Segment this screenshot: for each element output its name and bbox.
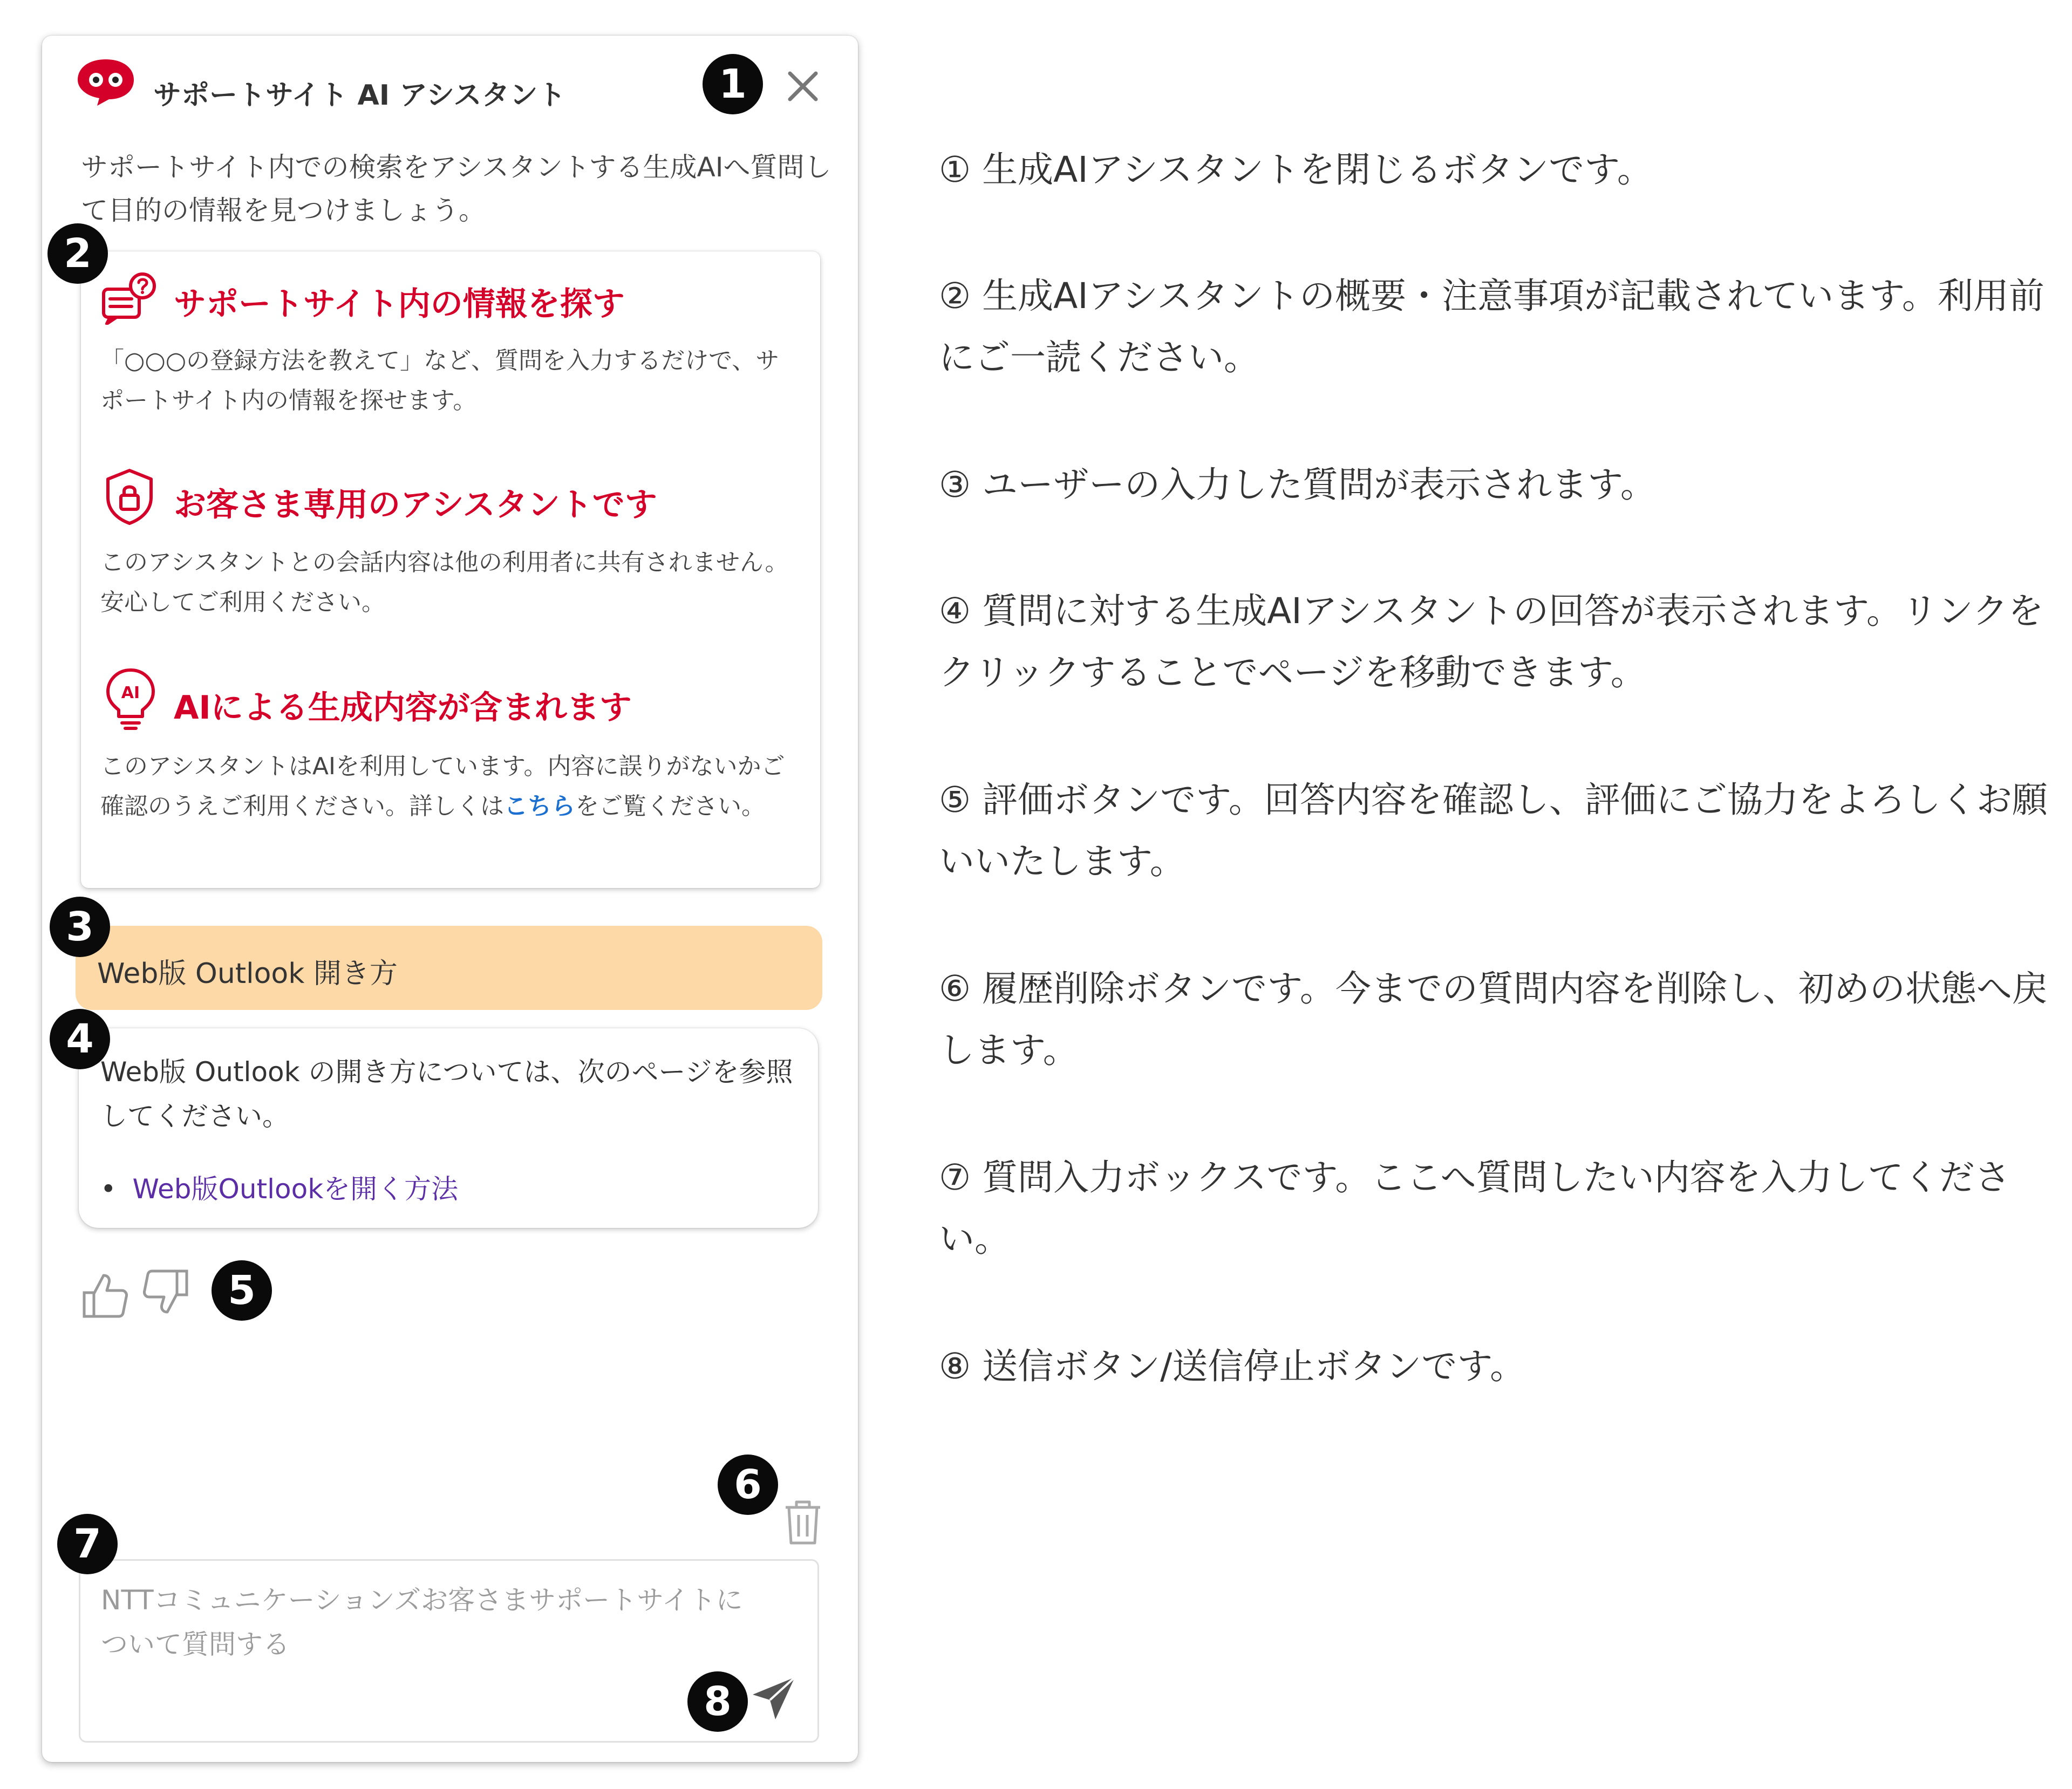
trash-icon bbox=[781, 1498, 824, 1546]
explanation-4: ④ 質問に対する生成AIアシスタントの回答が表示されます。リンクをクリックすることでページを移動できます。 bbox=[939, 590, 2044, 693]
close-button[interactable] bbox=[781, 65, 824, 108]
explanation-5: ⑤ 評価ボタンです。回答内容を確認し、評価にご協力をよろしくお願いいたします。 bbox=[939, 779, 2048, 882]
badge-1: 1 bbox=[703, 54, 763, 114]
answer-text: Web版 Outlook の開き方については、次のページを参照してください。 bbox=[100, 1056, 793, 1132]
section-body-private: このアシスタントとの会話内容は他の利用者に共有されません。安心してご利用ください。 bbox=[100, 549, 789, 616]
badge-2: 2 bbox=[47, 223, 108, 284]
question-input[interactable] bbox=[100, 1577, 749, 1687]
svg-text:AI: AI bbox=[121, 684, 140, 702]
answer-link[interactable]: Web版Outlookを開く方法 bbox=[132, 1173, 459, 1205]
section-body-ai-after: をご覧ください。 bbox=[575, 793, 765, 820]
explanation-1: ① 生成AIアシスタントを閉じるボタンです。 bbox=[939, 149, 1653, 190]
badge-5: 5 bbox=[212, 1260, 272, 1321]
panel-title: サポートサイト AI アシスタント bbox=[153, 79, 566, 112]
thumbs-down-button[interactable] bbox=[141, 1268, 190, 1316]
send-button[interactable] bbox=[749, 1674, 798, 1723]
user-message-text: Web版 Outlook 開き方 bbox=[97, 958, 398, 990]
badge-7: 7 bbox=[57, 1514, 118, 1574]
badge-4: 4 bbox=[50, 1009, 110, 1069]
section-title-private: お客さま専用のアシスタントです bbox=[174, 486, 657, 524]
send-icon bbox=[749, 1674, 798, 1723]
explanation-7: ⑦ 質問入力ボックスです。ここへ質問したい内容を入力してください。 bbox=[939, 1157, 2010, 1260]
explanation-6: ⑥ 履歴削除ボタンです。今までの質問内容を削除し、初めの状態へ戻します。 bbox=[939, 968, 2048, 1071]
intro-text: サポートサイト内での検索をアシスタントする生成AIへ質問して目的の情報を見つけましょう。 bbox=[81, 152, 831, 226]
section-body-ai bbox=[100, 747, 802, 827]
section-title-ai: AIによる生成内容が含まれます bbox=[174, 689, 632, 727]
answer-link-item bbox=[100, 1167, 458, 1206]
section-body-search: 「○○○の登録方法を教えて」など、質問を入力するだけで、サポートサイト内の情報を探せます。 bbox=[100, 347, 780, 414]
chat-question-icon bbox=[100, 271, 160, 325]
ai-lightbulb-icon bbox=[104, 667, 158, 732]
info-card bbox=[81, 251, 820, 888]
badge-6: 6 bbox=[718, 1455, 778, 1515]
close-icon bbox=[781, 65, 824, 108]
details-link[interactable]: こちら bbox=[504, 793, 575, 820]
assistant-answer-card bbox=[79, 1028, 818, 1228]
bullet-dot: • bbox=[100, 1173, 117, 1205]
thumbs-up-icon bbox=[81, 1271, 130, 1320]
delete-history-button[interactable] bbox=[781, 1498, 824, 1546]
section-body-ai-text: このアシスタントはAIを利用しています。内容に誤りがないかご確認のうえご利用ください。詳しくは bbox=[100, 753, 785, 820]
explanation-2: ② 生成AIアシスタントの概要・注意事項が記載されています。利用前にご一読ください。 bbox=[939, 275, 2044, 378]
badge-3: 3 bbox=[50, 897, 110, 957]
logo-icon bbox=[76, 57, 136, 107]
explanation-3: ③ ユーザーの入力した質問が表示されます。 bbox=[939, 464, 1656, 506]
shield-lock-icon bbox=[103, 467, 156, 527]
thumbs-up-button[interactable] bbox=[81, 1271, 130, 1320]
explanation-8: ⑧ 送信ボタン/送信停止ボタンです。 bbox=[939, 1346, 1526, 1387]
ai-assistant-panel bbox=[42, 36, 858, 1762]
badge-8: 8 bbox=[687, 1671, 748, 1732]
thumbs-down-icon bbox=[141, 1268, 190, 1316]
user-message-bubble bbox=[76, 926, 822, 1010]
section-title-search: サポートサイト内の情報を探す bbox=[174, 285, 625, 323]
